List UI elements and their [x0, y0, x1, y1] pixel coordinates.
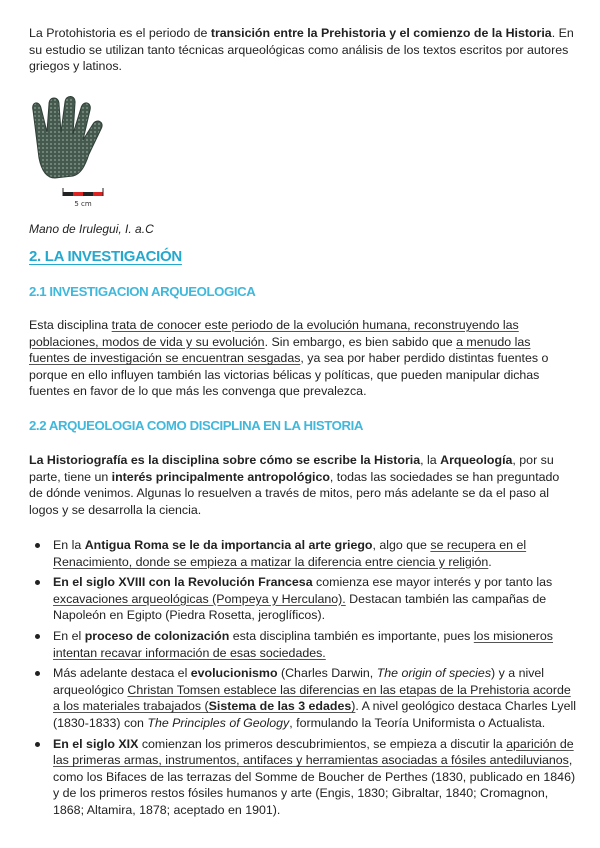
- list-item: [29, 736, 579, 819]
- text: , algo que: [372, 538, 431, 552]
- underlined-text: aparición de las primeras armas, instrumentos, antifaces y herramientas asociadas a fósiles antediluvianos: [53, 736, 574, 768]
- underlined-text: trata de conocer este periodo de la evolución humana, reconstruyendo las poblaciones, modos de vida y su evolución: [29, 318, 519, 349]
- bullet-icon: [35, 634, 40, 639]
- scale-label: 5 cm: [74, 200, 92, 208]
- text: .: [488, 554, 492, 569]
- text: , ya sea por haber perdido distintas fuentes o porque en ello influyen también las victorias bélicas y políticas, que pueden manipular dichas fuentes en favor de lo que más les convenga que prevalezca.: [29, 351, 549, 399]
- bold-text: evolucionismo: [190, 666, 278, 681]
- text: La Protohistoria es el periodo de: [29, 26, 211, 40]
- text: comienza ese mayor interés y por tanto las: [312, 575, 553, 590]
- list-item: [29, 628, 579, 661]
- underlined-text: ): [351, 699, 356, 714]
- bold-text: transición entre la Prehistoria y el comienzo de la Historia: [210, 26, 552, 40]
- text: esta disciplina también es importante, pues: [229, 628, 474, 643]
- bold-text: Antigua Roma se le da importancia al arte griego: [84, 538, 373, 552]
- text: En el: [53, 628, 85, 643]
- text: , la: [420, 453, 441, 467]
- text: . A nivel geológico destaca Charles Lyell (1830-1833) con: [53, 699, 577, 730]
- hand-artifact-icon: [25, 94, 135, 210]
- bold-text: proceso de colonización: [84, 628, 230, 643]
- paragraph-arqueologica: [29, 317, 574, 400]
- list-item: [29, 665, 579, 731]
- bold-text: Arqueología: [440, 453, 513, 467]
- bold-text: interés principalmente antropológico: [111, 469, 330, 484]
- subsection-heading-arqueologica: 2.1 INVESTIGACION ARQUEOLOGICA: [29, 284, 256, 299]
- bold-text: La Historiografía es la disciplina sobre cómo se escribe la Historia: [29, 453, 421, 467]
- italic-text: The Principles of Geology: [147, 715, 290, 730]
- list-item: [29, 574, 579, 624]
- bullet-icon: [35, 543, 40, 548]
- text: . En su estudio se utilizan tanto técnicas arqueológicas como análisis de los textos escritos por autores griegos y latinos.: [29, 26, 574, 74]
- underlined-text: Christan Tomsen establece las diferencias en las etapas de la Prehistoria acorde a los materiales trabajados (: [53, 682, 571, 714]
- text: (Charles Darwin,: [277, 666, 377, 681]
- scale-bar: [63, 188, 103, 196]
- underlined-text: excavaciones arqueológicas (Pompeya y Herculano).: [53, 591, 346, 606]
- text: , como los Bifaces de las terrazas del Somme de Boucher de Perthes (1830, publicado en 1846) y de los primeros restos fósiles humanos y arte (Engis, 1830; Gibraltar, 1840; Cromagnon, 1868; Altamira, 1878; aceptado en 1901).: [53, 753, 576, 817]
- bold-text: En el siglo XIX: [53, 736, 139, 751]
- text: En la: [53, 538, 85, 552]
- history-bullet-list: [29, 537, 579, 823]
- list-item: [29, 537, 579, 570]
- bold-underlined-text: Sistema de las 3 edades: [208, 699, 352, 714]
- text: , todas las sociedades se han preguntado de dónde venimos. Algunas lo resuelven a través de mitos, pero más adelante se da el paso al logos y se desarrolla la ciencia.: [29, 469, 560, 517]
- subsection-heading-disciplina: 2.2 ARQUEOLOGIA COMO DISCIPLINA EN LA HISTORIA: [29, 418, 364, 433]
- text: , formulando la Teoría Uniformista o Actualista.: [289, 715, 546, 730]
- section-heading-investigacion: 2. LA INVESTIGACIÓN: [29, 248, 182, 265]
- text: ) y a nivel arqueológico: [53, 666, 545, 697]
- figure-caption: Mano de Irulegui, I. a.C: [29, 222, 154, 236]
- text: , por su parte, tiene un: [29, 453, 554, 484]
- text: comienzan los primeros descubrimientos, se empieza a discutir la: [138, 736, 507, 751]
- underlined-text: a menudo las fuentes de investigación se encuentran sesgadas: [29, 334, 531, 366]
- intro-paragraph: [29, 25, 574, 75]
- text: Destacan también las campañas de Napoleón en Egipto (Piedra Rosetta, jeroglíficos).: [53, 591, 547, 623]
- bullet-icon: [35, 671, 40, 676]
- text: Esta disciplina: [29, 318, 112, 332]
- bold-text: En el siglo XVIII con la Revolución Francesa: [53, 575, 313, 590]
- underlined-text: se recupera en el Renacimiento, donde se empieza a matizar la diferencia entre ciencia y religión: [53, 538, 527, 569]
- text: Más adelante destaca el: [53, 666, 191, 681]
- paragraph-historiografia: [29, 452, 574, 518]
- underlined-text: los misioneros intentan recavar información de esas sociedades.: [53, 628, 553, 660]
- text: . Sin embargo, es bien sabido que: [264, 334, 457, 349]
- italic-text: The origin of species: [376, 666, 492, 681]
- bullet-icon: [35, 742, 40, 747]
- bullet-icon: [35, 580, 40, 585]
